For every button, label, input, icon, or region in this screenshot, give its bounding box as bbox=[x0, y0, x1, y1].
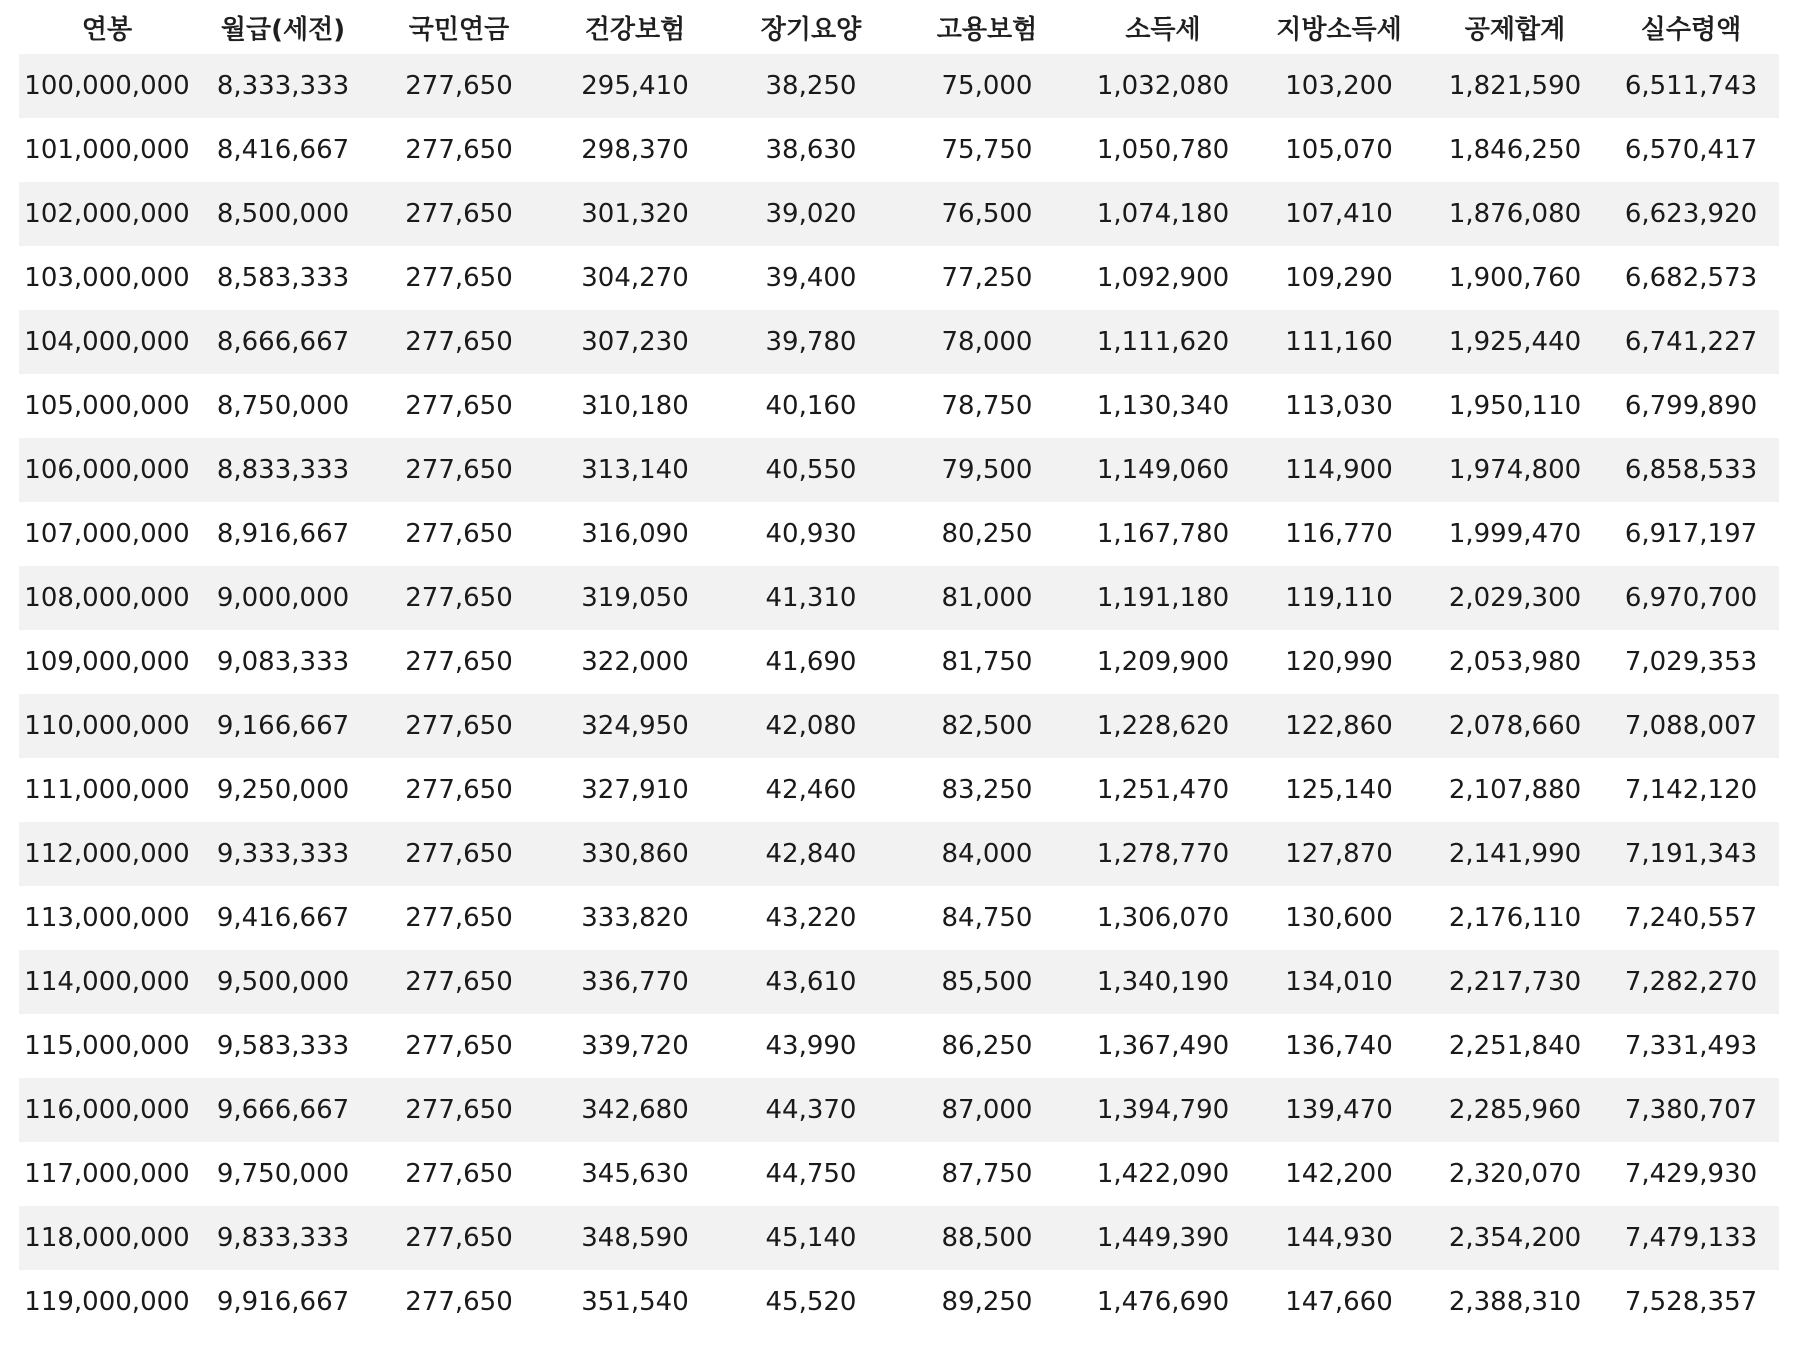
cell-income-tax: 1,476,690 bbox=[1075, 1270, 1251, 1334]
table-row bbox=[19, 886, 1779, 950]
header-long-term-care: 장기요양 bbox=[723, 0, 899, 54]
cell-national-pension: 277,650 bbox=[371, 374, 547, 438]
cell-monthly-gross: 9,666,667 bbox=[195, 1078, 371, 1142]
header-net-pay: 실수령액 bbox=[1603, 0, 1779, 54]
cell-income-tax: 1,340,190 bbox=[1075, 950, 1251, 1014]
cell-annual-salary: 117,000,000 bbox=[19, 1142, 195, 1206]
cell-annual-salary: 113,000,000 bbox=[19, 886, 195, 950]
cell-long-term-care: 42,460 bbox=[723, 758, 899, 822]
table-row bbox=[19, 1014, 1779, 1078]
cell-local-income-tax: 107,410 bbox=[1251, 182, 1427, 246]
cell-national-pension: 277,650 bbox=[371, 502, 547, 566]
cell-monthly-gross: 9,583,333 bbox=[195, 1014, 371, 1078]
cell-annual-salary: 112,000,000 bbox=[19, 822, 195, 886]
cell-net-pay: 7,142,120 bbox=[1603, 758, 1779, 822]
cell-health-insurance: 298,370 bbox=[547, 118, 723, 182]
cell-total-deductions: 2,107,880 bbox=[1427, 758, 1603, 822]
cell-total-deductions: 2,078,660 bbox=[1427, 694, 1603, 758]
cell-monthly-gross: 8,416,667 bbox=[195, 118, 371, 182]
cell-income-tax: 1,367,490 bbox=[1075, 1014, 1251, 1078]
cell-annual-salary: 104,000,000 bbox=[19, 310, 195, 374]
cell-net-pay: 7,528,357 bbox=[1603, 1270, 1779, 1334]
cell-long-term-care: 44,370 bbox=[723, 1078, 899, 1142]
cell-national-pension: 277,650 bbox=[371, 886, 547, 950]
cell-income-tax: 1,149,060 bbox=[1075, 438, 1251, 502]
cell-employment-insurance: 86,250 bbox=[899, 1014, 1075, 1078]
cell-health-insurance: 319,050 bbox=[547, 566, 723, 630]
cell-employment-insurance: 75,000 bbox=[899, 54, 1075, 118]
cell-long-term-care: 40,930 bbox=[723, 502, 899, 566]
cell-national-pension: 277,650 bbox=[371, 182, 547, 246]
cell-net-pay: 7,191,343 bbox=[1603, 822, 1779, 886]
cell-net-pay: 6,917,197 bbox=[1603, 502, 1779, 566]
cell-income-tax: 1,092,900 bbox=[1075, 246, 1251, 310]
table-row bbox=[19, 374, 1779, 438]
cell-income-tax: 1,130,340 bbox=[1075, 374, 1251, 438]
cell-long-term-care: 44,750 bbox=[723, 1142, 899, 1206]
cell-monthly-gross: 9,916,667 bbox=[195, 1270, 371, 1334]
table-row bbox=[19, 630, 1779, 694]
cell-employment-insurance: 87,750 bbox=[899, 1142, 1075, 1206]
cell-total-deductions: 2,388,310 bbox=[1427, 1270, 1603, 1334]
table-row bbox=[19, 1270, 1779, 1334]
cell-monthly-gross: 9,083,333 bbox=[195, 630, 371, 694]
cell-employment-insurance: 81,000 bbox=[899, 566, 1075, 630]
cell-health-insurance: 330,860 bbox=[547, 822, 723, 886]
cell-local-income-tax: 111,160 bbox=[1251, 310, 1427, 374]
cell-long-term-care: 42,080 bbox=[723, 694, 899, 758]
cell-monthly-gross: 9,250,000 bbox=[195, 758, 371, 822]
cell-monthly-gross: 8,583,333 bbox=[195, 246, 371, 310]
salary-table bbox=[19, 0, 1779, 1334]
cell-health-insurance: 336,770 bbox=[547, 950, 723, 1014]
cell-national-pension: 277,650 bbox=[371, 310, 547, 374]
header-employment-insurance: 고용보험 bbox=[899, 0, 1075, 54]
cell-national-pension: 277,650 bbox=[371, 1142, 547, 1206]
cell-net-pay: 7,380,707 bbox=[1603, 1078, 1779, 1142]
cell-total-deductions: 1,999,470 bbox=[1427, 502, 1603, 566]
cell-employment-insurance: 84,000 bbox=[899, 822, 1075, 886]
cell-national-pension: 277,650 bbox=[371, 54, 547, 118]
cell-total-deductions: 1,925,440 bbox=[1427, 310, 1603, 374]
cell-income-tax: 1,050,780 bbox=[1075, 118, 1251, 182]
cell-net-pay: 7,479,133 bbox=[1603, 1206, 1779, 1270]
cell-national-pension: 277,650 bbox=[371, 566, 547, 630]
cell-net-pay: 6,799,890 bbox=[1603, 374, 1779, 438]
cell-employment-insurance: 88,500 bbox=[899, 1206, 1075, 1270]
cell-net-pay: 6,741,227 bbox=[1603, 310, 1779, 374]
cell-long-term-care: 43,990 bbox=[723, 1014, 899, 1078]
cell-national-pension: 277,650 bbox=[371, 246, 547, 310]
cell-health-insurance: 316,090 bbox=[547, 502, 723, 566]
header-income-tax: 소득세 bbox=[1075, 0, 1251, 54]
cell-national-pension: 277,650 bbox=[371, 630, 547, 694]
cell-net-pay: 7,331,493 bbox=[1603, 1014, 1779, 1078]
cell-total-deductions: 2,217,730 bbox=[1427, 950, 1603, 1014]
cell-long-term-care: 39,020 bbox=[723, 182, 899, 246]
table-row bbox=[19, 54, 1779, 118]
cell-monthly-gross: 8,666,667 bbox=[195, 310, 371, 374]
cell-long-term-care: 40,160 bbox=[723, 374, 899, 438]
cell-total-deductions: 1,876,080 bbox=[1427, 182, 1603, 246]
cell-total-deductions: 2,285,960 bbox=[1427, 1078, 1603, 1142]
header-monthly-gross: 월급(세전) bbox=[195, 0, 371, 54]
cell-net-pay: 6,858,533 bbox=[1603, 438, 1779, 502]
cell-net-pay: 7,029,353 bbox=[1603, 630, 1779, 694]
cell-long-term-care: 42,840 bbox=[723, 822, 899, 886]
cell-health-insurance: 333,820 bbox=[547, 886, 723, 950]
table-row bbox=[19, 694, 1779, 758]
cell-annual-salary: 105,000,000 bbox=[19, 374, 195, 438]
cell-local-income-tax: 134,010 bbox=[1251, 950, 1427, 1014]
cell-annual-salary: 103,000,000 bbox=[19, 246, 195, 310]
cell-net-pay: 6,970,700 bbox=[1603, 566, 1779, 630]
cell-local-income-tax: 127,870 bbox=[1251, 822, 1427, 886]
cell-total-deductions: 1,974,800 bbox=[1427, 438, 1603, 502]
cell-employment-insurance: 75,750 bbox=[899, 118, 1075, 182]
cell-local-income-tax: 130,600 bbox=[1251, 886, 1427, 950]
cell-net-pay: 7,240,557 bbox=[1603, 886, 1779, 950]
cell-net-pay: 7,429,930 bbox=[1603, 1142, 1779, 1206]
cell-local-income-tax: 125,140 bbox=[1251, 758, 1427, 822]
header-row bbox=[19, 0, 1779, 54]
header-total-deductions: 공제합계 bbox=[1427, 0, 1603, 54]
cell-health-insurance: 322,000 bbox=[547, 630, 723, 694]
table-row bbox=[19, 1142, 1779, 1206]
cell-national-pension: 277,650 bbox=[371, 1078, 547, 1142]
table-header bbox=[19, 0, 1779, 54]
cell-monthly-gross: 8,833,333 bbox=[195, 438, 371, 502]
cell-income-tax: 1,306,070 bbox=[1075, 886, 1251, 950]
cell-total-deductions: 2,320,070 bbox=[1427, 1142, 1603, 1206]
table-row bbox=[19, 1078, 1779, 1142]
cell-local-income-tax: 119,110 bbox=[1251, 566, 1427, 630]
cell-annual-salary: 102,000,000 bbox=[19, 182, 195, 246]
cell-total-deductions: 2,029,300 bbox=[1427, 566, 1603, 630]
table-row bbox=[19, 246, 1779, 310]
cell-health-insurance: 351,540 bbox=[547, 1270, 723, 1334]
cell-total-deductions: 2,141,990 bbox=[1427, 822, 1603, 886]
table-body bbox=[19, 54, 1779, 1334]
cell-local-income-tax: 142,200 bbox=[1251, 1142, 1427, 1206]
cell-total-deductions: 1,846,250 bbox=[1427, 118, 1603, 182]
cell-income-tax: 1,032,080 bbox=[1075, 54, 1251, 118]
table-row bbox=[19, 118, 1779, 182]
cell-total-deductions: 2,354,200 bbox=[1427, 1206, 1603, 1270]
cell-national-pension: 277,650 bbox=[371, 950, 547, 1014]
cell-monthly-gross: 8,500,000 bbox=[195, 182, 371, 246]
cell-total-deductions: 2,053,980 bbox=[1427, 630, 1603, 694]
cell-annual-salary: 116,000,000 bbox=[19, 1078, 195, 1142]
header-health-insurance: 건강보험 bbox=[547, 0, 723, 54]
cell-annual-salary: 111,000,000 bbox=[19, 758, 195, 822]
cell-local-income-tax: 116,770 bbox=[1251, 502, 1427, 566]
cell-income-tax: 1,278,770 bbox=[1075, 822, 1251, 886]
cell-total-deductions: 2,251,840 bbox=[1427, 1014, 1603, 1078]
cell-national-pension: 277,650 bbox=[371, 694, 547, 758]
cell-health-insurance: 324,950 bbox=[547, 694, 723, 758]
cell-employment-insurance: 84,750 bbox=[899, 886, 1075, 950]
cell-net-pay: 6,623,920 bbox=[1603, 182, 1779, 246]
cell-annual-salary: 107,000,000 bbox=[19, 502, 195, 566]
cell-annual-salary: 118,000,000 bbox=[19, 1206, 195, 1270]
cell-total-deductions: 1,900,760 bbox=[1427, 246, 1603, 310]
cell-income-tax: 1,422,090 bbox=[1075, 1142, 1251, 1206]
cell-net-pay: 7,088,007 bbox=[1603, 694, 1779, 758]
cell-local-income-tax: 122,860 bbox=[1251, 694, 1427, 758]
cell-annual-salary: 110,000,000 bbox=[19, 694, 195, 758]
cell-income-tax: 1,228,620 bbox=[1075, 694, 1251, 758]
cell-annual-salary: 115,000,000 bbox=[19, 1014, 195, 1078]
cell-monthly-gross: 9,833,333 bbox=[195, 1206, 371, 1270]
cell-health-insurance: 310,180 bbox=[547, 374, 723, 438]
cell-income-tax: 1,074,180 bbox=[1075, 182, 1251, 246]
cell-annual-salary: 108,000,000 bbox=[19, 566, 195, 630]
cell-health-insurance: 304,270 bbox=[547, 246, 723, 310]
cell-long-term-care: 38,630 bbox=[723, 118, 899, 182]
table-row bbox=[19, 566, 1779, 630]
cell-local-income-tax: 114,900 bbox=[1251, 438, 1427, 502]
table-row bbox=[19, 502, 1779, 566]
cell-employment-insurance: 89,250 bbox=[899, 1270, 1075, 1334]
cell-long-term-care: 38,250 bbox=[723, 54, 899, 118]
cell-income-tax: 1,111,620 bbox=[1075, 310, 1251, 374]
cell-monthly-gross: 9,500,000 bbox=[195, 950, 371, 1014]
cell-health-insurance: 313,140 bbox=[547, 438, 723, 502]
cell-long-term-care: 45,140 bbox=[723, 1206, 899, 1270]
cell-long-term-care: 39,780 bbox=[723, 310, 899, 374]
cell-net-pay: 6,570,417 bbox=[1603, 118, 1779, 182]
cell-health-insurance: 348,590 bbox=[547, 1206, 723, 1270]
cell-income-tax: 1,167,780 bbox=[1075, 502, 1251, 566]
table-row bbox=[19, 182, 1779, 246]
cell-national-pension: 277,650 bbox=[371, 1270, 547, 1334]
cell-local-income-tax: 103,200 bbox=[1251, 54, 1427, 118]
cell-annual-salary: 109,000,000 bbox=[19, 630, 195, 694]
cell-income-tax: 1,191,180 bbox=[1075, 566, 1251, 630]
cell-local-income-tax: 105,070 bbox=[1251, 118, 1427, 182]
cell-local-income-tax: 139,470 bbox=[1251, 1078, 1427, 1142]
cell-employment-insurance: 85,500 bbox=[899, 950, 1075, 1014]
cell-employment-insurance: 78,750 bbox=[899, 374, 1075, 438]
cell-long-term-care: 39,400 bbox=[723, 246, 899, 310]
cell-employment-insurance: 79,500 bbox=[899, 438, 1075, 502]
cell-monthly-gross: 8,333,333 bbox=[195, 54, 371, 118]
cell-long-term-care: 45,520 bbox=[723, 1270, 899, 1334]
cell-employment-insurance: 78,000 bbox=[899, 310, 1075, 374]
cell-long-term-care: 41,310 bbox=[723, 566, 899, 630]
cell-national-pension: 277,650 bbox=[371, 118, 547, 182]
cell-income-tax: 1,209,900 bbox=[1075, 630, 1251, 694]
cell-monthly-gross: 9,333,333 bbox=[195, 822, 371, 886]
cell-net-pay: 7,282,270 bbox=[1603, 950, 1779, 1014]
cell-monthly-gross: 9,416,667 bbox=[195, 886, 371, 950]
cell-long-term-care: 40,550 bbox=[723, 438, 899, 502]
cell-employment-insurance: 83,250 bbox=[899, 758, 1075, 822]
cell-employment-insurance: 77,250 bbox=[899, 246, 1075, 310]
cell-health-insurance: 345,630 bbox=[547, 1142, 723, 1206]
header-annual-salary: 연봉 bbox=[19, 0, 195, 54]
cell-national-pension: 277,650 bbox=[371, 1014, 547, 1078]
salary-table-container bbox=[19, 0, 1779, 1334]
cell-employment-insurance: 80,250 bbox=[899, 502, 1075, 566]
cell-local-income-tax: 144,930 bbox=[1251, 1206, 1427, 1270]
cell-national-pension: 277,650 bbox=[371, 1206, 547, 1270]
cell-long-term-care: 41,690 bbox=[723, 630, 899, 694]
cell-health-insurance: 295,410 bbox=[547, 54, 723, 118]
cell-monthly-gross: 9,000,000 bbox=[195, 566, 371, 630]
cell-annual-salary: 101,000,000 bbox=[19, 118, 195, 182]
cell-employment-insurance: 82,500 bbox=[899, 694, 1075, 758]
cell-health-insurance: 301,320 bbox=[547, 182, 723, 246]
cell-local-income-tax: 113,030 bbox=[1251, 374, 1427, 438]
table-row bbox=[19, 950, 1779, 1014]
cell-monthly-gross: 9,166,667 bbox=[195, 694, 371, 758]
cell-national-pension: 277,650 bbox=[371, 758, 547, 822]
cell-health-insurance: 307,230 bbox=[547, 310, 723, 374]
cell-income-tax: 1,251,470 bbox=[1075, 758, 1251, 822]
cell-monthly-gross: 8,750,000 bbox=[195, 374, 371, 438]
table-row bbox=[19, 822, 1779, 886]
cell-long-term-care: 43,610 bbox=[723, 950, 899, 1014]
cell-income-tax: 1,449,390 bbox=[1075, 1206, 1251, 1270]
cell-annual-salary: 106,000,000 bbox=[19, 438, 195, 502]
cell-total-deductions: 1,950,110 bbox=[1427, 374, 1603, 438]
cell-employment-insurance: 76,500 bbox=[899, 182, 1075, 246]
cell-monthly-gross: 8,916,667 bbox=[195, 502, 371, 566]
header-national-pension: 국민연금 bbox=[371, 0, 547, 54]
cell-local-income-tax: 136,740 bbox=[1251, 1014, 1427, 1078]
cell-net-pay: 6,511,743 bbox=[1603, 54, 1779, 118]
table-row bbox=[19, 758, 1779, 822]
cell-annual-salary: 100,000,000 bbox=[19, 54, 195, 118]
cell-national-pension: 277,650 bbox=[371, 822, 547, 886]
table-row bbox=[19, 310, 1779, 374]
cell-total-deductions: 1,821,590 bbox=[1427, 54, 1603, 118]
cell-income-tax: 1,394,790 bbox=[1075, 1078, 1251, 1142]
cell-total-deductions: 2,176,110 bbox=[1427, 886, 1603, 950]
cell-monthly-gross: 9,750,000 bbox=[195, 1142, 371, 1206]
cell-local-income-tax: 147,660 bbox=[1251, 1270, 1427, 1334]
cell-health-insurance: 339,720 bbox=[547, 1014, 723, 1078]
cell-net-pay: 6,682,573 bbox=[1603, 246, 1779, 310]
cell-national-pension: 277,650 bbox=[371, 438, 547, 502]
cell-annual-salary: 119,000,000 bbox=[19, 1270, 195, 1334]
header-local-income-tax: 지방소득세 bbox=[1251, 0, 1427, 54]
table-row bbox=[19, 438, 1779, 502]
cell-health-insurance: 327,910 bbox=[547, 758, 723, 822]
cell-long-term-care: 43,220 bbox=[723, 886, 899, 950]
cell-local-income-tax: 109,290 bbox=[1251, 246, 1427, 310]
cell-health-insurance: 342,680 bbox=[547, 1078, 723, 1142]
cell-local-income-tax: 120,990 bbox=[1251, 630, 1427, 694]
cell-annual-salary: 114,000,000 bbox=[19, 950, 195, 1014]
table-row bbox=[19, 1206, 1779, 1270]
cell-employment-insurance: 87,000 bbox=[899, 1078, 1075, 1142]
cell-employment-insurance: 81,750 bbox=[899, 630, 1075, 694]
